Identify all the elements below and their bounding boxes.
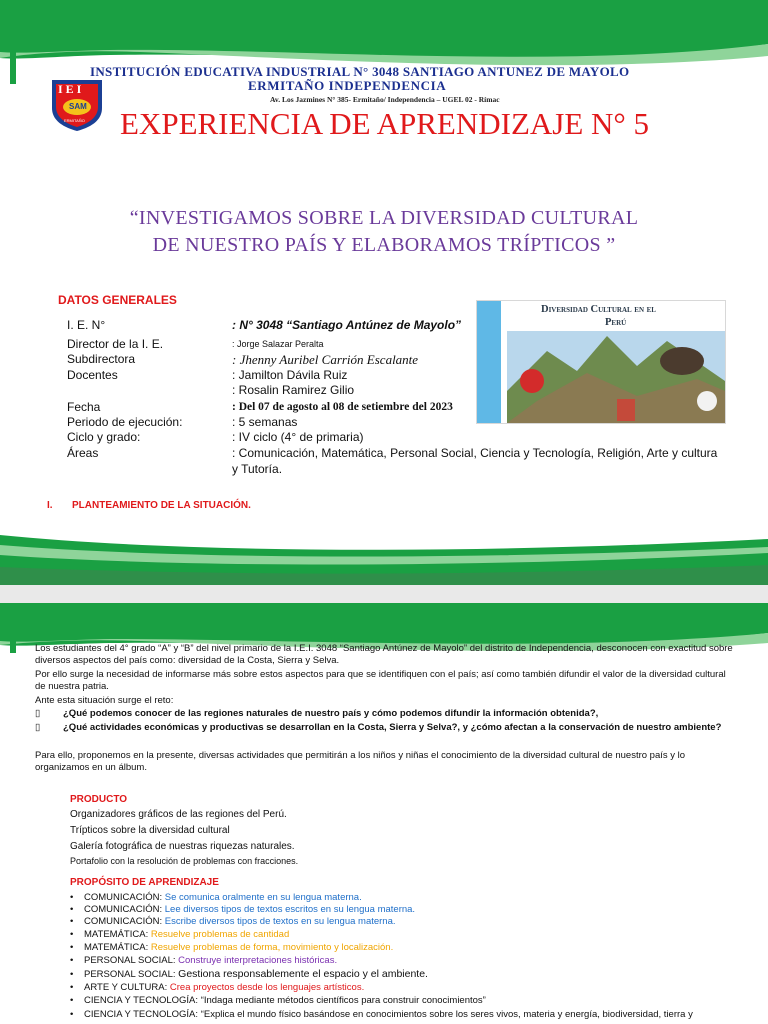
field-value: : Comunicación, Matemática, Personal Social, Ciencia y Tecnología, Religión, Arte y cultura — [232, 446, 718, 460]
field-label: Fecha — [67, 400, 101, 414]
reto-text: ¿Qué actividades económicas y productivas se desarrollan en la Costa, Sierra y Selva?, y ¿cómo afectan a la conservación de nuestro ambiente? — [63, 722, 722, 733]
logo-sub: SAM — [69, 102, 87, 111]
school-address: Av. Los Jazmines N° 385- Ermitaño/ Independencia – UGEL 02 - Rímac — [270, 95, 500, 104]
proposito-item — [70, 995, 486, 1006]
producto-item: Portafolio con la resolución de problemas con fracciones. — [70, 856, 299, 866]
reto-text: ¿Qué podemos conocer de las regiones naturales de nuestro país y cómo podemos difundir la información obtenida?, — [63, 708, 599, 719]
proposito-item — [70, 892, 362, 903]
situacion-paragraph-4: Para ello, proponemos en la presente, diversas actividades que permitirán a los niños y niñas el conocimiento de la diversidad cultural de nuestro país y lo organizamos en un álbum. — [35, 750, 686, 773]
field-label: Docentes — [67, 368, 118, 382]
logo-text: I E I — [58, 82, 82, 96]
field-label: Áreas — [67, 446, 99, 460]
school-logo — [48, 74, 106, 132]
field-value: : Del 07 de agosto al 08 de setiembre del 2023 — [232, 401, 453, 413]
situacion-paragraph-1: Los estudiantes del 4° grado “A” y “B” del nivel primario de la I.E.I. 3048 “Santiago Antúnez de Mayolo” del distrito de Independencia, desconocen con exactitud sobre diversos aspectos del país como: diversidad de la Costa, Sierra y Selva. — [35, 643, 733, 666]
proposito-area: PERSONAL SOCIAL: — [84, 969, 179, 980]
image-title-line1: Diversidad Cultural en el — [541, 304, 656, 315]
field-value: : 5 semanas — [232, 415, 298, 429]
bullet-icon: • — [70, 969, 74, 980]
proposito-text: Resuelve problemas de forma, movimiento y localización. — [150, 942, 394, 953]
proposito-item — [70, 929, 289, 940]
bullet-icon: • — [70, 904, 74, 915]
field-label: I. E. N° — [67, 318, 106, 332]
field-value: : Rosalin Ramirez Gilio — [232, 383, 355, 397]
proposito-heading: PROPÓSITO DE APRENDIZAJE — [70, 877, 219, 888]
section-planteamiento: I. PLANTEAMIENTO DE LA SITUACIÓN. — [47, 500, 251, 511]
bullet-icon: • — [70, 929, 74, 940]
field-value: y Tutoría. — [232, 462, 283, 476]
proposito-area: MATEMÁTICA: — [84, 942, 151, 953]
bullet-icon: • — [70, 1009, 74, 1020]
proposito-area: ARTE Y CULTURA: — [84, 982, 170, 993]
situacion-paragraph-2: Por ello surge la necesidad de informarse más sobre estos aspectos para que se identifiquen con el país; así como también difundir el valor de la diversidad cultural de nuestra patria. — [35, 669, 726, 692]
subtitle-line2: DE NUESTRO PAÍS Y ELABORAMOS TRÍPTICOS ” — [152, 234, 616, 256]
producto-item: Galería fotográfica de nuestras riquezas naturales. — [70, 841, 295, 852]
proposito-area: PERSONAL SOCIAL: — [84, 955, 179, 966]
bottom-green-wave — [0, 525, 768, 585]
reto-1 — [35, 708, 735, 720]
proposito-area: CIENCIA Y TECNOLOGÍA: — [84, 1009, 201, 1020]
producto-item: Organizadores gráficos de las regiones del Perú. — [70, 809, 287, 820]
school-name-line2: ERMITAÑO INDEPENDENCIA — [248, 78, 447, 93]
bullet-icon: • — [70, 995, 74, 1006]
field-value: : IV ciclo (4° de primaria) — [232, 430, 364, 444]
image-title-line2: Perú — [605, 317, 627, 328]
field-label: Director de la I. E. — [67, 337, 164, 351]
diversity-image — [476, 300, 726, 424]
page-2 — [0, 603, 768, 1024]
datos-heading: DATOS GENERALES — [58, 293, 177, 307]
proposito-item — [70, 942, 393, 953]
proposito-area: MATEMÁTICA: — [84, 929, 151, 940]
reto-2 — [35, 722, 735, 734]
proposito-item — [70, 1009, 693, 1020]
proposito-item — [70, 916, 396, 927]
situacion-paragraph-3: Ante esta situación surge el reto: — [35, 695, 174, 706]
proposito-item — [70, 968, 428, 980]
proposito-text: “Explica el mundo físico basándose en conocimientos sobre los seres vivos, materia y energía, biodiversidad, tierra y — [200, 1009, 693, 1020]
producto-heading: PRODUCTO — [70, 794, 128, 805]
bullet-icon: • — [70, 916, 74, 927]
proposito-text: Se comunica oralmente en su lengua materna. — [164, 892, 362, 903]
proposito-text: “Indaga mediante métodos científicos para construir conocimientos” — [200, 995, 486, 1006]
logo-bottom: ERMITAÑO — [64, 118, 85, 123]
field-value: : Jamilton Dávila Ruiz — [232, 368, 348, 382]
proposito-area: COMUNICACIÓN: — [84, 904, 165, 915]
proposito-area: COMUNICACIÓN: — [84, 916, 165, 927]
bullet-icon: • — [70, 892, 74, 903]
proposito-item — [70, 904, 415, 915]
field-value: : N° 3048 “Santiago Antúnez de Mayolo” — [232, 318, 462, 332]
proposito-area: CIENCIA Y TECNOLOGÍA: — [84, 995, 201, 1006]
field-label: Periodo de ejecución: — [67, 415, 183, 429]
bullet-icon: • — [70, 942, 74, 953]
proposito-text: Lee diversos tipos de textos escritos en su lengua materna. — [164, 904, 416, 915]
bullet-icon: • — [70, 982, 74, 993]
page-title: EXPERIENCIA DE APRENDIZAJE N° 5 — [120, 106, 650, 141]
proposito-text: Gestiona responsablemente el espacio y el ambiente. — [178, 968, 428, 980]
field-label: Subdirectora — [67, 352, 136, 366]
proposito-text: Crea proyectos desde los lenguajes artísticos. — [169, 982, 365, 993]
proposito-text: Escribe diversos tipos de textos en su lengua materna. — [164, 916, 396, 927]
field-value: : Jhenny Auribel Carrión Escalante — [232, 352, 419, 367]
proposito-item — [70, 955, 337, 966]
proposito-text: Resuelve problemas de cantidad — [150, 929, 290, 940]
proposito-item — [70, 982, 364, 993]
proposito-text: Construye interpretaciones históricas. — [178, 955, 338, 966]
proposito-area: COMUNICACIÓN: — [84, 892, 165, 903]
producto-item: Trípticos sobre la diversidad cultural — [70, 825, 230, 836]
subtitle-line1: “INVESTIGAMOS SOBRE LA DIVERSIDAD CULTURAL — [129, 207, 639, 229]
field-label: Ciclo y grado: — [67, 430, 141, 444]
bullet-icon: • — [70, 955, 74, 966]
school-name-line1: INSTITUCIÓN EDUCATIVA INDUSTRIAL N° 3048 SANTIAGO ANTUNEZ DE MAYOLO — [90, 64, 630, 79]
reto-bullet-icon: ▯ — [35, 708, 41, 719]
field-value: : Jorge Salazar Peralta — [232, 339, 324, 349]
reto-bullet-icon: ▯ — [35, 722, 41, 733]
